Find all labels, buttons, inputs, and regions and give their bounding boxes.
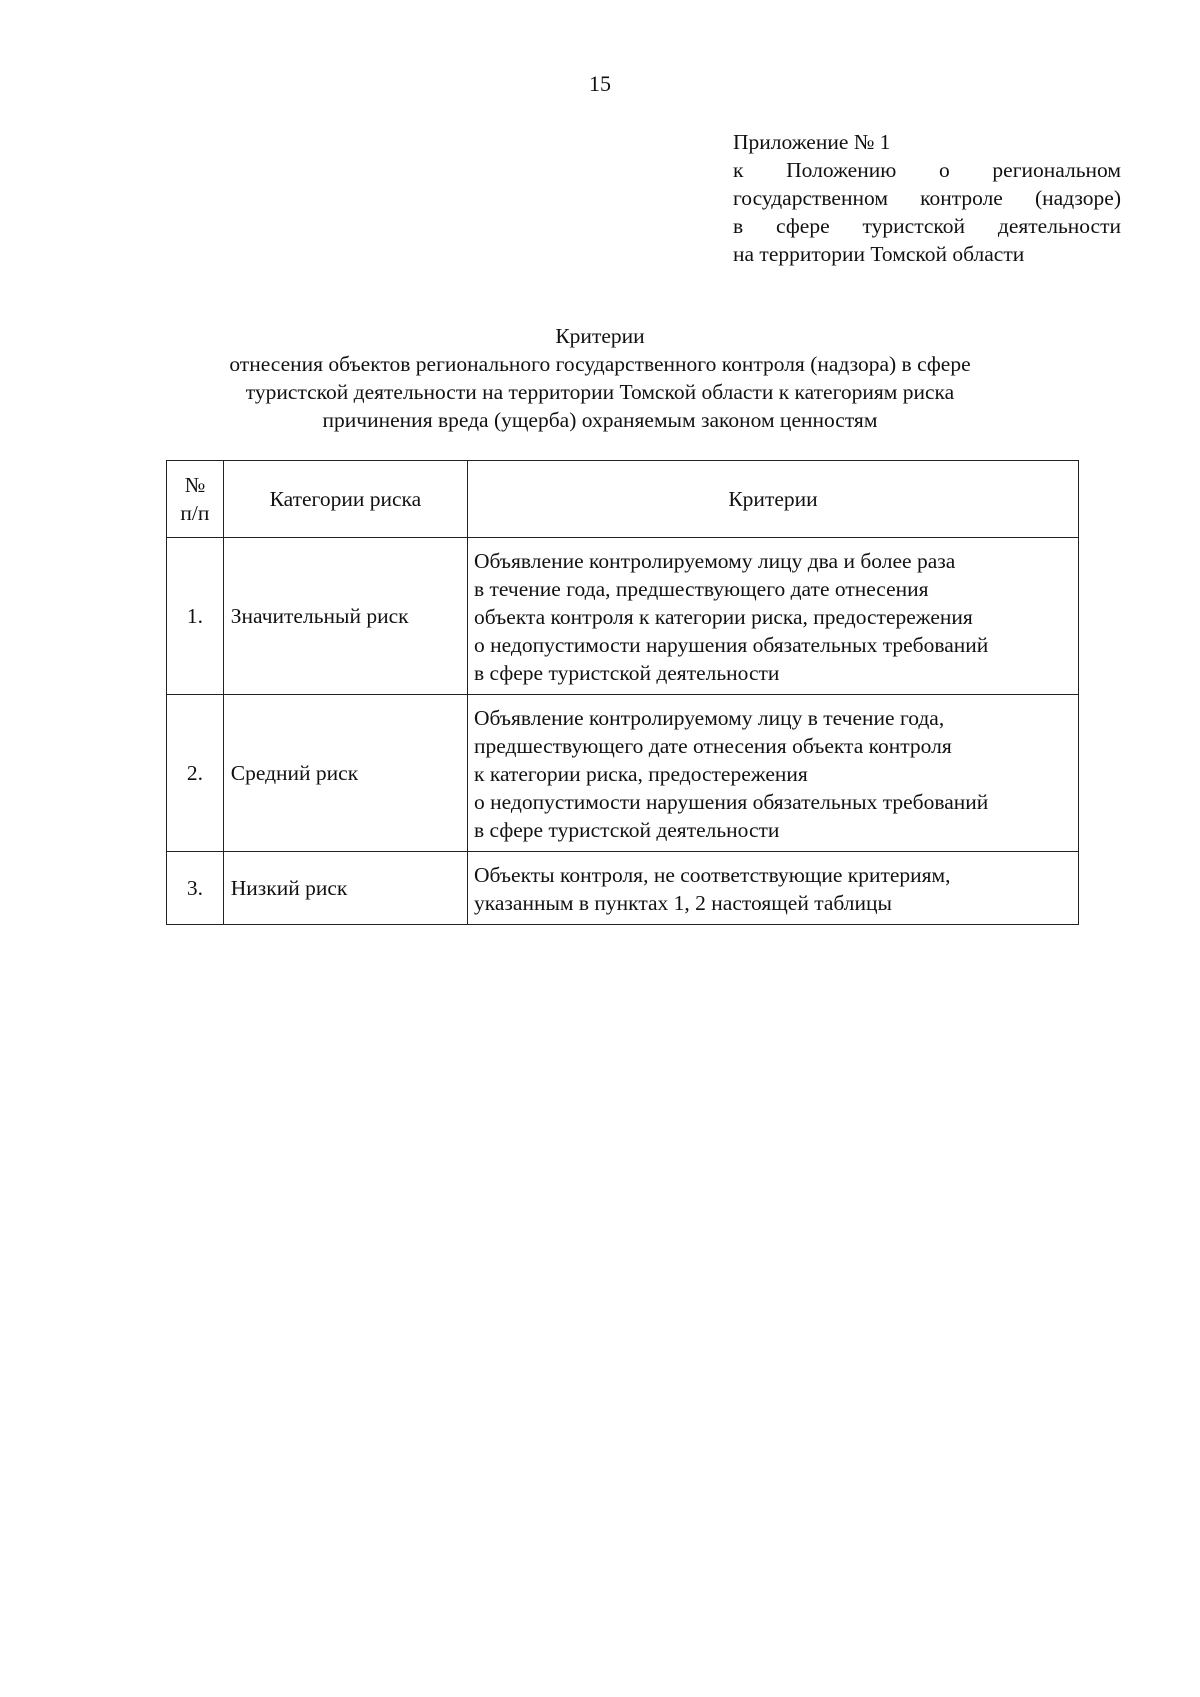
row-number: 3. [167, 852, 224, 925]
criteria-line: к категории риска, предостережения [474, 762, 808, 786]
row-number: 2. [167, 695, 224, 852]
appendix-block [733, 128, 1121, 268]
appendix-title: Приложение № 1 [733, 130, 891, 154]
heading-subtitle-line: туристской деятельности на территории Томской области к категориям риска [245, 380, 955, 404]
table-row [167, 538, 1079, 695]
criteria-line: Объявление контролируемому лицу два и более раза [474, 549, 956, 573]
criteria-line: Объекты контроля, не соответствующие критериям, [474, 863, 951, 887]
heading-title: Критерии [555, 324, 645, 348]
header-number [167, 461, 224, 538]
appendix-line: к Положению о региональном [733, 158, 1121, 182]
row-criteria [468, 695, 1079, 852]
row-criteria [468, 538, 1079, 695]
document-heading [150, 322, 1050, 434]
criteria-line: в сфере туристской деятельности [474, 661, 780, 685]
appendix-text [733, 156, 1121, 268]
criteria-line: о недопустимости нарушения обязательных требований [474, 790, 989, 814]
criteria-line: Объявление контролируемому лицу в течение года, [474, 706, 945, 730]
table-row [167, 852, 1079, 925]
page-number: 15 [589, 71, 611, 96]
criteria-line: указанным в пунктах 1, 2 настоящей таблицы [474, 891, 892, 915]
header-number-abbr: п/п [180, 501, 210, 525]
header-criteria: Критерии [468, 461, 1079, 538]
row-category: Средний риск [223, 695, 467, 852]
header-number-symbol: № [184, 473, 206, 497]
appendix-line: на территории Томской области [733, 242, 1025, 266]
heading-subtitle-line: отнесения объектов регионального государственного контроля (надзора) в сфере [229, 352, 971, 376]
appendix-line: в сфере туристской деятельности [733, 214, 1121, 238]
criteria-line: в сфере туристской деятельности [474, 818, 780, 842]
risk-criteria-table [166, 460, 1079, 925]
appendix-line: государственном контроле (надзоре) [733, 186, 1121, 210]
table-header-row [167, 461, 1079, 538]
criteria-line: о недопустимости нарушения обязательных требований [474, 633, 989, 657]
row-category: Низкий риск [223, 852, 467, 925]
criteria-line: объекта контроля к категории риска, предостережения [474, 605, 973, 629]
criteria-line: в течение года, предшествующего дате отнесения [474, 577, 929, 601]
row-criteria [468, 852, 1079, 925]
row-number: 1. [167, 538, 224, 695]
criteria-line: предшествующего дате отнесения объекта контроля [474, 734, 952, 758]
header-category: Категории риска [223, 461, 467, 538]
row-category: Значительный риск [223, 538, 467, 695]
heading-subtitle-line: причинения вреда (ущерба) охраняемым законом ценностям [322, 408, 878, 432]
table-row [167, 695, 1079, 852]
